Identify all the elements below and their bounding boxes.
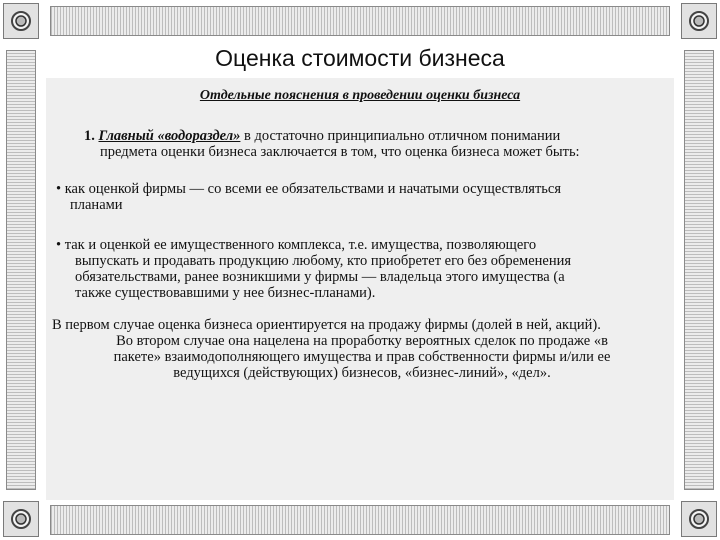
frame-left-bar xyxy=(6,50,36,490)
conclusion-line-3: пакете» взаимодополняющего имущества и прав собственности фирмы и/или ее xyxy=(113,349,611,365)
point-1-line-1-rest: в достаточно принципиально отличном понимании xyxy=(240,128,561,144)
corner-ring-icon xyxy=(681,501,717,537)
bullet-2-line-1: • так и оценкой ее имущественного комплекса, т.е. имущества, позволяющего xyxy=(56,237,537,253)
slide-title: Оценка стоимости бизнеса xyxy=(215,45,505,71)
corner-ring-icon xyxy=(681,3,717,39)
bullet-2-paragraph xyxy=(56,237,656,301)
frame-right-bar xyxy=(684,50,714,490)
conclusion-paragraph xyxy=(52,317,672,381)
bullet-1-line-1: • как оценкой фирмы — со всеми ее обязательствами и начатыми осуществляться xyxy=(56,181,562,197)
bullet-1-line-2: планами xyxy=(70,197,123,213)
point-1-paragraph xyxy=(84,128,664,160)
bullet-2-line-4: также существовавшими у нее бизнес-планами). xyxy=(75,285,376,301)
bullet-2-line-2: выпускать и продавать продукцию любому, кто приобретет его без обременения xyxy=(75,253,572,269)
corner-ring-icon xyxy=(3,501,39,537)
bullet-1-paragraph xyxy=(56,181,656,213)
conclusion-line-1: В первом случае оценка бизнеса ориентируется на продажу фирмы (долей в ней, акций). xyxy=(52,317,601,333)
frame-top-bar xyxy=(50,6,670,36)
point-1-line-2: предмета оценки бизнеса заключается в том, что оценка бизнеса может быть: xyxy=(100,144,580,160)
point-1-number: 1. xyxy=(84,128,95,144)
bullet-2-line-3: обязательствами, ранее возникшими у фирмы — владельца этого имущества (а xyxy=(75,269,565,285)
conclusion-line-2: Во втором случае она нацелена на проработку вероятных сделок по продаже «в xyxy=(116,333,608,349)
point-1-lead: Главный «водораздел» xyxy=(98,128,241,144)
corner-ring-icon xyxy=(3,3,39,39)
slide-subtitle: Отдельные пояснения в проведении оценки бизнеса xyxy=(199,88,521,103)
frame-bottom-bar xyxy=(50,505,670,535)
text-panel xyxy=(46,78,674,500)
conclusion-line-4: ведущихся (действующих) бизнесов, «бизнес-линий», «дел». xyxy=(173,365,551,381)
point-1-line-1 xyxy=(84,128,664,144)
slide-content xyxy=(46,40,674,500)
